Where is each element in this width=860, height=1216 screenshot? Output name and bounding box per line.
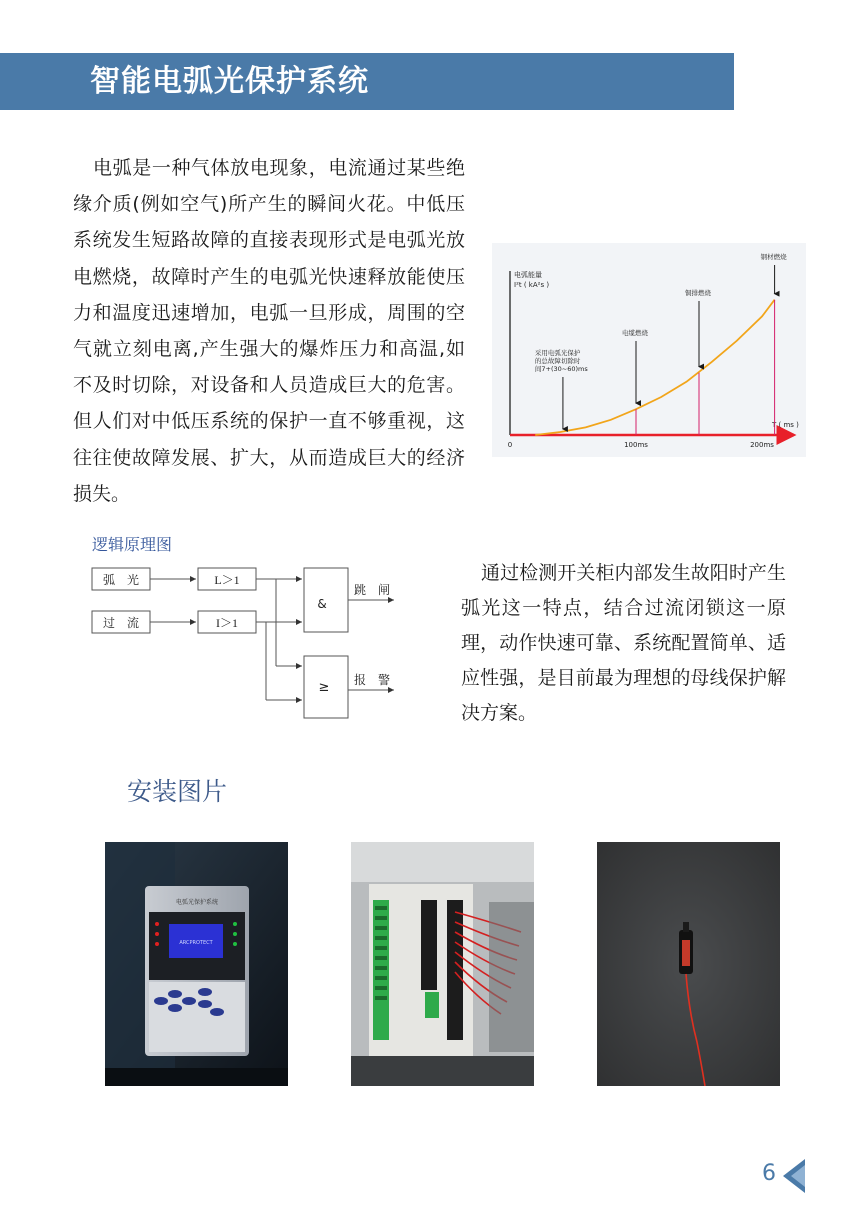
page-title: 智能电弧光保护系统 — [90, 64, 369, 99]
arc-energy-chart-svg — [492, 243, 806, 457]
chart-x-tick-label: 0 — [507, 441, 513, 449]
chart-annotation-label: 铜排燃烧 — [685, 289, 711, 297]
intro-paragraph: 电弧是一种气体放电现象，电流通过某些绝缘介质(例如空气)所产生的瞬间火花。中低压系统发生短路故障的直接表现形式是电弧光放电燃烧，故障时产生的电弧光快速释放能使压力和温度迅速增加，电弧一旦形成，周围的空气就立刻电离,产生强大的爆炸压力和高温,如不及时切除，对设备和人员造成巨大的危害。但人们对中低压系统的保护一直不够重视，这往往使故障发展、扩大，从而造成巨大的经济损失。 — [73, 157, 465, 505]
condition-light-label: L＞1 — [214, 573, 240, 587]
chart-annotation-label: 钢材燃烧 — [760, 253, 787, 261]
logic-diagram-svg — [88, 556, 408, 726]
chart-annotation-label: 采用电弧光保护 — [534, 349, 581, 357]
install-photo-relay-panel — [105, 842, 288, 1086]
or-gate-symbol: ≥ — [318, 680, 330, 695]
relay-panel-label: 电弧光保护系统 — [175, 899, 219, 906]
header-banner — [0, 53, 734, 110]
page-arrow-icon — [783, 1159, 807, 1193]
relay-screen-text: ARCPROTECT — [179, 940, 213, 946]
chart-ylabel-line1: 电弧能量 — [514, 271, 542, 279]
install-photo-terminal-module — [351, 842, 534, 1086]
chart-annotation-label: 间7+(30~60)ms — [534, 365, 588, 373]
chart-xlabel: T ( ms ) — [772, 421, 799, 429]
input-overcurrent-label: 过 流 — [102, 616, 140, 630]
chart-ylabel-line2: I²t ( kA²s ) — [514, 281, 550, 289]
arc-energy-chart — [492, 243, 806, 457]
chart-x-tick-label: 200ms — [750, 441, 774, 449]
page-number: 6 — [762, 1161, 776, 1186]
logic-diagram-title: 逻辑原理图 — [92, 535, 173, 554]
logic-diagram — [88, 556, 408, 726]
condition-current-label: I＞1 — [216, 616, 238, 630]
input-arc-label: 弧 光 — [102, 573, 140, 587]
chart-annotation-label: 的总故障切除时 — [534, 357, 581, 365]
output-alarm-label: 报 警 — [354, 673, 391, 687]
chart-annotation-label: 电缆燃烧 — [622, 329, 648, 337]
install-section-title: 安装图片 — [127, 777, 228, 806]
and-gate-symbol: & — [317, 597, 327, 611]
install-photo-arc-sensor — [597, 842, 780, 1086]
description-paragraph: 通过检测开关柜内部发生故阳时产生弧光这一特点，结合过流闭锁这一原理，动作快速可靠、系统配置简单、适应性强，是目前最为理想的母线保护解决方案。 — [461, 562, 786, 724]
output-trip-label: 跳 闸 — [354, 583, 391, 597]
chart-x-tick-label: 100ms — [624, 441, 648, 449]
